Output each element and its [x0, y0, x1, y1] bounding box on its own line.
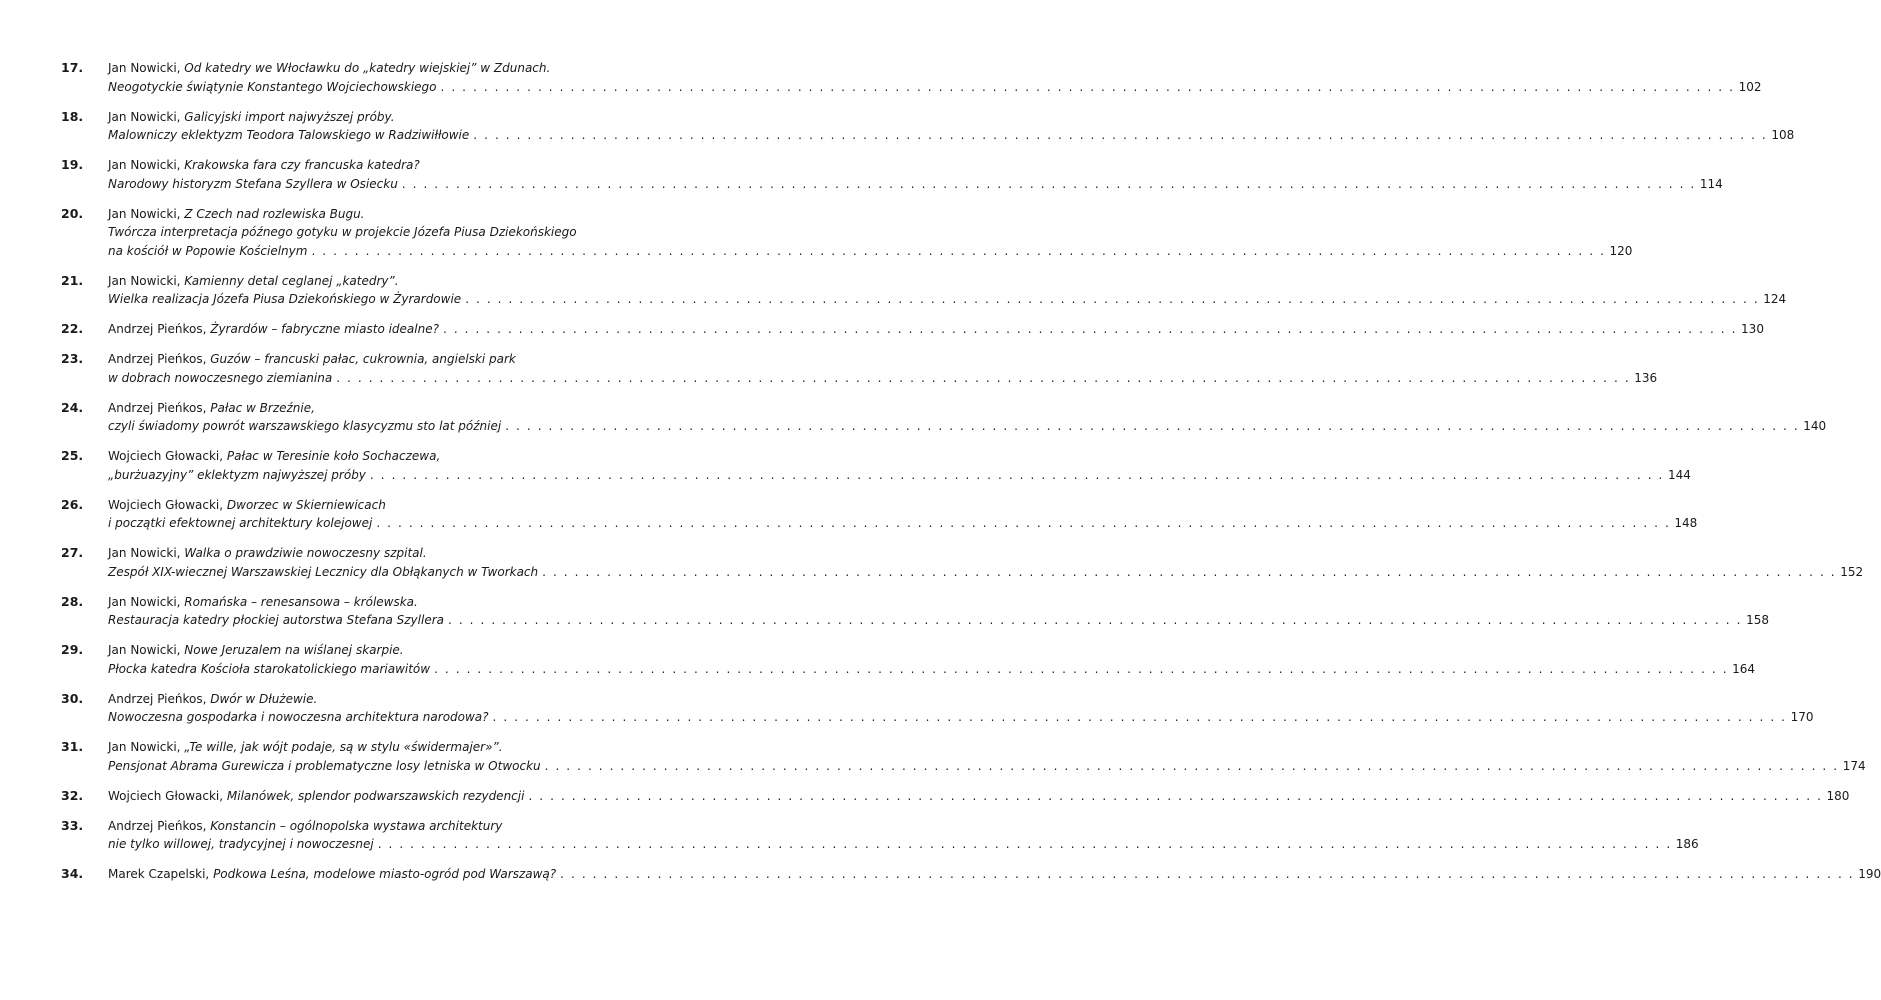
- page-number: 130: [1741, 322, 1764, 336]
- entry-line: [108, 369, 1658, 388]
- entry-line: [108, 223, 688, 242]
- entry-line-text: [108, 514, 372, 533]
- entry-line: [108, 817, 688, 836]
- entry-line: [108, 690, 688, 709]
- toc-entry[interactable]: [0, 350, 1658, 387]
- entry-line-text: [108, 611, 444, 630]
- dot-leader: . . . . . . . . . . . . . . . . . . . . . . . . . . . . . . . . . . . . . . . . . . . . . . . . . . . . . . . . . . . . . . . . . . . . . . . . . . . . . . . . . . . . . . . . . . . . . . . . . . . . . . . . . . . . . . . . . . . . . . . .: [336, 370, 1631, 385]
- entry-line: [108, 757, 1866, 776]
- entry-author: Andrzej Pieńkos,: [108, 400, 211, 415]
- entry-title-text: Żyrardów – fabryczne miasto idealne?: [210, 322, 439, 336]
- entry-title-text: Z Czech nad rozlewiska Bugu.: [184, 206, 365, 221]
- entry-line: [108, 78, 1762, 97]
- entry-line-text: [108, 158, 420, 172]
- toc-entry[interactable]: [0, 205, 1633, 261]
- entry-line-text: [108, 740, 503, 754]
- entry-number: 25.: [61, 448, 84, 463]
- entry-line: [108, 399, 688, 418]
- entry-number: 19.: [61, 157, 84, 172]
- entry-line: [108, 544, 688, 563]
- entry-author: Andrzej Pieńkos,: [108, 818, 211, 833]
- entry-line: [108, 641, 688, 660]
- entry-body: [108, 205, 1633, 261]
- entry-author: Jan Nowicki,: [108, 740, 185, 754]
- entry-line: [108, 496, 688, 515]
- entry-title-text: „Te wille, jak wójt podaje, są w stylu «świdermajer»”.: [184, 740, 503, 754]
- entry-body: [108, 641, 1756, 678]
- entry-number: 30.: [61, 690, 84, 706]
- entry-line: [108, 126, 1795, 145]
- entry-number: 28.: [61, 593, 84, 609]
- entry-title-text: Pałac w Teresinie koło Sochaczewa,: [226, 449, 441, 463]
- toc-entry[interactable]: [0, 641, 1756, 678]
- entry-author: Jan Nowicki,: [108, 158, 185, 172]
- entry-line: [108, 611, 1769, 630]
- dot-leader: . . . . . . . . . . . . . . . . . . . . . . . . . . . . . . . . . . . . . . . . . . . . . . . . . . . . . . . . . . . . . . . . . . . . . . . . . . . . . . . . . . . . . . . . . . . . . . . . . . . . . . . . . . . . . . . . . . . . . . . .: [448, 613, 1743, 627]
- entry-line-text: [108, 274, 399, 288]
- entry-line-text: [108, 175, 398, 194]
- entry-number: 17.: [61, 60, 84, 75]
- entry-line-text: [108, 835, 374, 854]
- entry-title-text: Pałac w Brzeźnie,: [210, 400, 315, 415]
- entry-line: [108, 175, 1723, 194]
- entry-line: [108, 708, 1814, 727]
- toc-entry[interactable]: [0, 59, 1762, 96]
- entry-line: [108, 242, 1633, 261]
- entry-line: [108, 205, 688, 224]
- entry-author: Andrzej Pieńkos,: [108, 322, 211, 336]
- page-number: 120: [1609, 243, 1633, 258]
- entry-author: Jan Nowicki,: [108, 643, 185, 657]
- dot-leader: . . . . . . . . . . . . . . . . . . . . . . . . . . . . . . . . . . . . . . . . . . . . . . . . . . . . . . . . . . . . . . . . . . . . . . . . . . . . . . . . . . . . . . . . . . . . . . . . . . . . . . . . . . . . . . . . . . . . . . . .: [505, 419, 1800, 433]
- entry-number: 34.: [61, 866, 84, 881]
- toc-entry[interactable]: [0, 593, 1769, 630]
- entry-title-text: Malowniczy eklektyzm Teodora Talowskiego w Radziwiłłowie: [108, 128, 470, 142]
- entry-title-text: nie tylko willowej, tradycyjnej i nowoczesnej: [108, 837, 374, 851]
- entry-author: Jan Nowicki,: [108, 594, 185, 609]
- entry-body: [108, 865, 1881, 884]
- entry-line-text: [108, 225, 577, 239]
- entry-line-text: [108, 757, 541, 776]
- entry-title-text: Narodowy historyzm Stefana Szyllera w Osiecku: [108, 176, 398, 191]
- toc-entry[interactable]: [0, 399, 1827, 436]
- entry-line-text: [108, 242, 307, 261]
- entry-author: Wojciech Głowacki,: [108, 788, 227, 803]
- entry-body: [108, 447, 1691, 484]
- page-number: 148: [1674, 516, 1698, 530]
- entry-line: [108, 350, 688, 369]
- entry-title-text: Restauracja katedry płockiej autorstwa Stefana Szyllera: [108, 613, 444, 627]
- dot-leader: . . . . . . . . . . . . . . . . . . . . . . . . . . . . . . . . . . . . . . . . . . . . . . . . . . . . . . . . . . . . . . . . . . . . . . . . . . . . . . . . . . . . . . . . . . . . . . . . . . . . . . . . . . . . . . . . . . . . . . . .: [473, 128, 1768, 142]
- entry-line: [108, 59, 688, 78]
- entry-line-text: [108, 546, 427, 560]
- entry-line-text: [108, 660, 430, 679]
- page-number: 164: [1732, 661, 1756, 676]
- toc-entry[interactable]: [0, 320, 1764, 339]
- entry-line: [108, 563, 1864, 582]
- entry-title-text: Płocka katedra Kościoła starokatolickiego mariawitów: [108, 661, 431, 676]
- entry-title-text: „burżuazyjny” eklektyzm najwyższej próby: [108, 467, 366, 482]
- page-number: 170: [1790, 710, 1814, 724]
- toc-entry[interactable]: [0, 156, 1723, 193]
- entry-body: [108, 593, 1769, 630]
- dot-leader: . . . . . . . . . . . . . . . . . . . . . . . . . . . . . . . . . . . . . . . . . . . . . . . . . . . . . . . . . . . . . . . . . . . . . . . . . . . . . . . . . . . . . . . . . . . . . . . . . . . . . . . . . . . . . . . . . . . . . . . .: [369, 467, 1664, 482]
- toc-entry[interactable]: [0, 787, 1850, 806]
- dot-leader: . . . . . . . . . . . . . . . . . . . . . . . . . . . . . . . . . . . . . . . . . . . . . . . . . . . . . . . . . . . . . . . . . . . . . . . . . . . . . . . . . . . . . . . . . . . . . . . . . . . . . . . . . . . . . . . . . . . . . . . .: [434, 661, 1729, 676]
- page-number: 158: [1746, 613, 1769, 627]
- entry-title-text: Konstancin – ogólnopolska wystawa architektury: [210, 818, 503, 833]
- entry-number: 26.: [61, 496, 84, 512]
- entry-body: [108, 738, 1866, 775]
- toc-entry[interactable]: [0, 817, 1699, 854]
- entry-title-text: Nowoczesna gospodarka i nowoczesna architektura narodowa?: [108, 710, 489, 724]
- entry-line-text: [108, 417, 501, 436]
- entry-line: [108, 290, 1787, 309]
- entry-title-text: Galicyjski import najwyższej próby.: [184, 109, 395, 124]
- page-number: 144: [1667, 467, 1691, 482]
- page-number: 136: [1634, 370, 1658, 385]
- dot-leader: . . . . . . . . . . . . . . . . . . . . . . . . . . . . . . . . . . . . . . . . . . . . . . . . . . . . . . . . . . . . . . . . . . . . . . . . . . . . . . . . . . . . . . . . . . . . . . . . . . . . . . . . . . . . . . . . . . . . . . . .: [377, 837, 1672, 851]
- page-number: 114: [1699, 176, 1723, 191]
- entry-line: [108, 466, 1691, 485]
- page-number: 180: [1826, 788, 1850, 803]
- entry-line-text: [108, 352, 516, 366]
- entry-number: 31.: [61, 739, 84, 754]
- entry-title-text: Neogotyckie świątynie Konstantego Wojciechowskiego: [108, 79, 437, 94]
- dot-leader: . . . . . . . . . . . . . . . . . . . . . . . . . . . . . . . . . . . . . . . . . . . . . . . . . . . . . . . . . . . . . . . . . . . . . . . . . . . . . . . . . . . . . . . . . . . . . . . . . . . . . . . . . . . . . . . . . . . . . . . .: [442, 322, 1738, 336]
- entry-body: [108, 544, 1864, 581]
- entry-line-text: [108, 207, 364, 221]
- entry-number: 22.: [61, 321, 84, 336]
- entry-body: [108, 787, 1850, 806]
- entry-line: [108, 514, 1698, 533]
- toc-entry[interactable]: [0, 272, 1787, 309]
- toc-entry[interactable]: [0, 108, 1795, 145]
- toc-entry[interactable]: [0, 738, 1866, 775]
- entry-title-text: Zespół XIX-wiecznej Warszawskiej Lecznicy dla Obłąkanych w Tworkach: [108, 564, 539, 579]
- page-number: 152: [1840, 564, 1864, 579]
- entry-author: Wojciech Głowacki,: [108, 449, 227, 463]
- entry-line: [108, 108, 688, 127]
- toc-entry[interactable]: [0, 544, 1864, 581]
- entry-title-text: i początki efektownej architektury kolejowej: [108, 516, 373, 530]
- entry-title-text: Kamienny detal ceglanej „katedry”.: [184, 273, 399, 288]
- entry-line-text: [108, 320, 439, 339]
- entry-line-text: [108, 449, 440, 463]
- dot-leader: . . . . . . . . . . . . . . . . . . . . . . . . . . . . . . . . . . . . . . . . . . . . . . . . . . . . . . . . . . . . . . . . . . . . . . . . . . . . . . . . . . . . . . . . . . . . . . . . . . . . . . . . . . . . . . . . . . . . . . . .: [528, 788, 1823, 803]
- entry-title-text: Dworzec w Skierniewicach: [226, 497, 386, 512]
- entry-author: Marek Czapelski,: [108, 867, 214, 881]
- entry-body: [108, 350, 1658, 387]
- entry-line-text: [108, 290, 461, 309]
- entry-title-text: Romańska – renesansowa – królewska.: [184, 594, 418, 609]
- entry-line: [108, 738, 688, 757]
- entry-line: [108, 156, 688, 175]
- entry-body: [108, 817, 1699, 854]
- page-number: 174: [1842, 758, 1866, 773]
- entry-line-text: [108, 401, 315, 415]
- entry-line-text: [108, 787, 524, 806]
- entry-title-text: Wielka realizacja Józefa Piusa Dziekońskiego w Żyrardowie: [108, 292, 462, 306]
- entry-line: [108, 865, 1881, 884]
- entry-title-text: Podkowa Leśna, modelowe miasto-ogród pod Warszawą?: [213, 867, 557, 881]
- page-number: 140: [1803, 419, 1827, 433]
- entry-body: [108, 690, 1814, 727]
- entry-author: Andrzej Pieńkos,: [108, 691, 211, 706]
- dot-leader: . . . . . . . . . . . . . . . . . . . . . . . . . . . . . . . . . . . . . . . . . . . . . . . . . . . . . . . . . . . . . . . . . . . . . . . . . . . . . . . . . . . . . . . . . . . . . . . . . . . . . . . . . . . . . . . . . . . . . . . .: [465, 292, 1760, 306]
- page-number: 108: [1771, 128, 1795, 142]
- entry-title-text: Twórcza interpretacja późnego gotyku w projekcie Józefa Piusa Dziekońskiego: [108, 225, 577, 239]
- entry-line-text: [108, 643, 404, 657]
- entry-line: [108, 417, 1827, 436]
- entry-line-text: [108, 865, 556, 884]
- entry-body: [108, 156, 1723, 193]
- dot-leader: . . . . . . . . . . . . . . . . . . . . . . . . . . . . . . . . . . . . . . . . . . . . . . . . . . . . . . . . . . . . . . . . . . . . . . . . . . . . . . . . . . . . . . . . . . . . . . . . . . . . . . . . . . . . . . . . . . . . . . . .: [440, 79, 1735, 94]
- entry-number: 24.: [61, 399, 84, 415]
- entry-title-text: na kościół w Popowie Kościelnym: [108, 243, 308, 258]
- entry-number: 21.: [61, 272, 84, 288]
- entry-title-text: Od katedry we Włocławku do „katedry wiejskiej” w Zdunach.: [184, 61, 551, 75]
- entry-line-text: [108, 819, 502, 833]
- page-number: 102: [1738, 79, 1762, 94]
- entry-line: [108, 593, 688, 612]
- entry-author: Jan Nowicki,: [108, 109, 185, 124]
- dot-leader: . . . . . . . . . . . . . . . . . . . . . . . . . . . . . . . . . . . . . . . . . . . . . . . . . . . . . . . . . . . . . . . . . . . . . . . . . . . . . . . . . . . . . . . . . . . . . . . . . . . . . . . . . . . . . . . . . . . . . . . .: [311, 243, 1606, 258]
- page-number: 186: [1675, 837, 1699, 851]
- entry-title-text: Krakowska fara czy francuska katedra?: [184, 158, 420, 172]
- entry-author: Jan Nowicki,: [108, 273, 185, 288]
- entry-line: [108, 660, 1756, 679]
- entry-title-text: Walka o prawdziwie nowoczesny szpital.: [184, 546, 427, 560]
- entry-line-text: [108, 563, 538, 582]
- entry-line-text: [108, 110, 395, 124]
- entry-line: [108, 320, 1764, 339]
- dot-leader: . . . . . . . . . . . . . . . . . . . . . . . . . . . . . . . . . . . . . . . . . . . . . . . . . . . . . . . . . . . . . . . . . . . . . . . . . . . . . . . . . . . . . . . . . . . . . . . . . . . . . . . . . . . . . . . . . . . . . . . .: [542, 564, 1837, 579]
- entry-line: [108, 835, 1699, 854]
- entry-line-text: [108, 595, 418, 609]
- entry-body: [108, 399, 1827, 436]
- entry-line: [108, 787, 1850, 806]
- entry-number: 18.: [61, 108, 84, 124]
- toc-entry[interactable]: [0, 865, 1881, 884]
- toc-entry[interactable]: [0, 690, 1814, 727]
- entry-title-text: czyli świadomy powrót warszawskiego klasycyzmu sto lat później: [108, 419, 502, 433]
- entry-line-text: [108, 61, 550, 75]
- entry-line-text: [108, 466, 366, 485]
- entry-line-text: [108, 708, 489, 727]
- entry-number: 20.: [61, 205, 84, 221]
- table-of-contents: [0, 59, 1881, 895]
- entry-number: 27.: [61, 545, 84, 560]
- entry-line: [108, 272, 688, 291]
- dot-leader: . . . . . . . . . . . . . . . . . . . . . . . . . . . . . . . . . . . . . . . . . . . . . . . . . . . . . . . . . . . . . . . . . . . . . . . . . . . . . . . . . . . . . . . . . . . . . . . . . . . . . . . . . . . . . . . . . . . . . . . .: [560, 867, 1855, 881]
- entry-number: 32.: [61, 787, 84, 803]
- entry-body: [108, 320, 1764, 339]
- entry-title-text: Milanówek, splendor podwarszawskich rezydencji: [226, 788, 525, 803]
- dot-leader: . . . . . . . . . . . . . . . . . . . . . . . . . . . . . . . . . . . . . . . . . . . . . . . . . . . . . . . . . . . . . . . . . . . . . . . . . . . . . . . . . . . . . . . . . . . . . . . . . . . . . . . . . . . . . . . . . . . . . . . .: [376, 516, 1671, 530]
- entry-title-text: Dwór w Dłużewie.: [210, 691, 318, 706]
- toc-entry[interactable]: [0, 447, 1691, 484]
- toc-entry[interactable]: [0, 496, 1698, 533]
- entry-line-text: [108, 78, 437, 97]
- entry-number: 33.: [61, 817, 84, 833]
- entry-title-text: Pensjonat Abrama Gurewicza i problematyczne losy letniska w Otwocku: [108, 758, 541, 773]
- entry-number: 23.: [61, 351, 84, 366]
- entry-line-text: [108, 498, 386, 512]
- entry-line-text: [108, 692, 317, 706]
- entry-body: [108, 108, 1795, 145]
- entry-body: [108, 272, 1787, 309]
- entry-body: [108, 496, 1698, 533]
- entry-author: Jan Nowicki,: [108, 546, 185, 560]
- dot-leader: . . . . . . . . . . . . . . . . . . . . . . . . . . . . . . . . . . . . . . . . . . . . . . . . . . . . . . . . . . . . . . . . . . . . . . . . . . . . . . . . . . . . . . . . . . . . . . . . . . . . . . . . . . . . . . . . . . . . . . . .: [492, 710, 1787, 724]
- page-number: 124: [1763, 292, 1787, 306]
- entry-body: [108, 59, 1762, 96]
- entry-author: Jan Nowicki,: [108, 206, 185, 221]
- entry-author: Wojciech Głowacki,: [108, 497, 227, 512]
- entry-author: Andrzej Pieńkos,: [108, 352, 211, 366]
- entry-number: 29.: [61, 642, 84, 657]
- entry-title-text: Nowe Jeruzalem na wiślanej skarpie.: [184, 643, 404, 657]
- entry-title-text: w dobrach nowoczesnego ziemianina: [108, 370, 333, 385]
- entry-title-text: Guzów – francuski pałac, cukrownia, angielski park: [210, 352, 516, 366]
- entry-line: [108, 447, 688, 466]
- entry-author: Jan Nowicki,: [108, 61, 185, 75]
- dot-leader: . . . . . . . . . . . . . . . . . . . . . . . . . . . . . . . . . . . . . . . . . . . . . . . . . . . . . . . . . . . . . . . . . . . . . . . . . . . . . . . . . . . . . . . . . . . . . . . . . . . . . . . . . . . . . . . . . . . . . . . .: [401, 176, 1696, 191]
- page-number: 190: [1858, 867, 1881, 881]
- entry-line-text: [108, 369, 332, 388]
- dot-leader: . . . . . . . . . . . . . . . . . . . . . . . . . . . . . . . . . . . . . . . . . . . . . . . . . . . . . . . . . . . . . . . . . . . . . . . . . . . . . . . . . . . . . . . . . . . . . . . . . . . . . . . . . . . . . . . . . . . . . . . .: [544, 758, 1839, 773]
- entry-line-text: [108, 126, 469, 145]
